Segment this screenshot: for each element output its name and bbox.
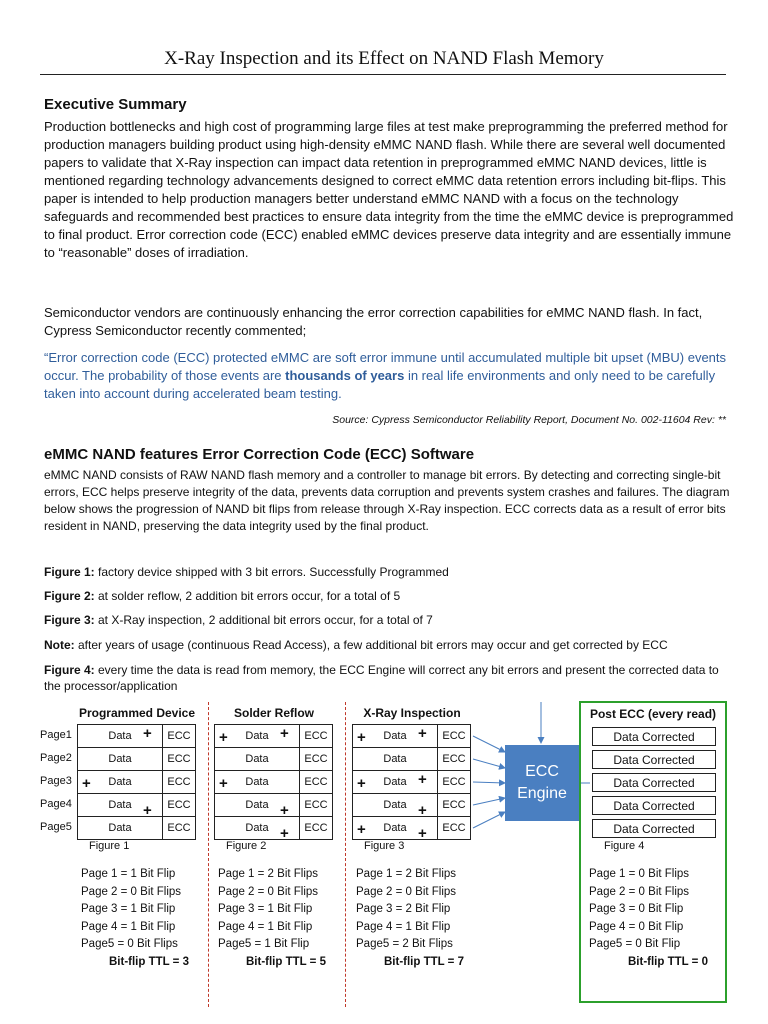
quote-bold: thousands of years bbox=[285, 368, 405, 383]
bit-flip-stat: Page 2 = 0 Bit Flips bbox=[81, 885, 182, 898]
data-cell: Data bbox=[352, 724, 438, 748]
bit-flip-plus-icon: + bbox=[280, 725, 289, 742]
bit-flip-plus-icon: + bbox=[219, 729, 228, 746]
bit-flip-plus-icon: + bbox=[280, 825, 289, 842]
bit-flip-plus-icon: + bbox=[280, 802, 289, 819]
bit-flip-stat: Page 1 = 1 Bit Flip bbox=[81, 868, 176, 880]
bit-flip-plus-icon: + bbox=[82, 775, 91, 792]
ecc-cell: ECC bbox=[162, 724, 196, 748]
data-cell: Data bbox=[352, 793, 438, 817]
note-text: after years of usage (continuous Read Access), a few additional bit errors may occur and get corrected by ECC bbox=[74, 638, 668, 652]
ecc-heading: eMMC NAND features Error Correction Code (ECC) Software bbox=[44, 446, 475, 463]
arrow-page3 bbox=[473, 782, 505, 783]
page-label-4: Page4 bbox=[40, 798, 72, 810]
bit-flip-stat: Page 4 = 1 Bit Flip bbox=[356, 920, 451, 933]
bit-flip-plus-icon: + bbox=[357, 775, 366, 792]
post-bit-flip-stat: Page 3 = 0 Bit Flip bbox=[589, 903, 684, 915]
bit-flip-stat: Page 4 = 1 Bit Flip bbox=[218, 920, 313, 933]
bit-flip-stat: Page 3 = 1 Bit Flip bbox=[218, 903, 313, 915]
figure-4-text: every time the data is read from memory, the ECC Engine will correct any bit errors and present the corrected data to the processor/application bbox=[44, 663, 719, 693]
page-label-2: Page2 bbox=[40, 752, 72, 764]
page-label-1: Page1 bbox=[40, 729, 72, 741]
data-corrected-cell: Data Corrected bbox=[592, 750, 716, 769]
quote-part-a: “Error correction code (ECC) protected eMMC are soft error immune until accumulated multiple bit upset (MBU) events occur. The probability of those events are bbox=[44, 350, 727, 383]
ecc-cell: ECC bbox=[162, 816, 196, 840]
bit-flip-stat: Page 2 = 0 Bit Flips bbox=[356, 885, 457, 898]
bit-flip-stat: Page 1 = 2 Bit Flips bbox=[218, 868, 319, 880]
ecc-cell: ECC bbox=[437, 793, 471, 817]
bit-flip-plus-icon: + bbox=[219, 775, 228, 792]
ecc-cell: ECC bbox=[162, 793, 196, 817]
ecc-cell: ECC bbox=[299, 770, 333, 794]
data-cell: Data bbox=[77, 793, 163, 817]
data-cell: Data bbox=[214, 724, 300, 748]
ecc-cell: ECC bbox=[437, 770, 471, 794]
figure-3-label: Figure 3: bbox=[44, 613, 95, 627]
ecc-cell: ECC bbox=[437, 724, 471, 748]
bit-flip-stat: Page 2 = 0 Bit Flips bbox=[218, 885, 319, 898]
bit-flip-stat: Page 3 = 1 Bit Flip bbox=[81, 903, 176, 915]
data-corrected-cell: Data Corrected bbox=[592, 727, 716, 746]
figure-caption-2: Figure 2 bbox=[226, 840, 267, 852]
bit-flip-plus-icon: + bbox=[357, 729, 366, 746]
bit-flip-stat: Page5 = 2 Bit Flips bbox=[356, 938, 453, 950]
data-cell: Data bbox=[214, 793, 300, 817]
arrow-page5 bbox=[473, 812, 505, 828]
arrow-page4 bbox=[473, 798, 505, 805]
ecc-cell: ECC bbox=[299, 816, 333, 840]
column-title-3: X-Ray Inspection bbox=[363, 706, 461, 720]
ecc-cell: ECC bbox=[299, 793, 333, 817]
figure-4-label: Figure 4: bbox=[44, 663, 95, 677]
data-cell: Data bbox=[352, 816, 438, 840]
column-title-2: Solder Reflow bbox=[233, 706, 314, 720]
data-cell: Data bbox=[352, 770, 438, 794]
bit-flip-stat: Page 4 = 1 Bit Flip bbox=[81, 920, 176, 933]
bit-flip-plus-icon: + bbox=[143, 725, 152, 742]
bit-flip-plus-icon: + bbox=[418, 825, 427, 842]
data-cell: Data bbox=[214, 747, 300, 771]
exec-paragraph-2: Semiconductor vendors are continuously enhancing the error correction capabilities for eMMC NAND flash. In fact, Cypress Semiconductor recently commented; bbox=[44, 305, 703, 338]
bit-flip-plus-icon: + bbox=[418, 802, 427, 819]
data-cell: Data bbox=[77, 747, 163, 771]
engine-label-1: ECC bbox=[525, 763, 559, 780]
data-cell: Data bbox=[77, 816, 163, 840]
bit-flip-stat: Page 3 = 2 Bit Flip bbox=[356, 903, 451, 915]
data-corrected-cell: Data Corrected bbox=[592, 819, 716, 838]
figure-2-text: at solder reflow, 2 addition bit errors occur, for a total of 5 bbox=[94, 589, 401, 603]
ecc-cell: ECC bbox=[437, 747, 471, 771]
post-bit-flip-stat: Page 2 = 0 Bit Flips bbox=[589, 885, 690, 898]
data-cell: Data bbox=[77, 770, 163, 794]
figure-caption-1: Figure 1 bbox=[89, 840, 130, 852]
bit-flip-plus-icon: + bbox=[143, 802, 152, 819]
bit-flip-plus-icon: + bbox=[418, 725, 427, 742]
bit-flip-stat: Page5 = 1 Bit Flip bbox=[218, 938, 310, 950]
figure-1-text: factory device shipped with 3 bit errors. Successfully Programmed bbox=[94, 565, 449, 579]
exec-paragraph-1: Production bottlenecks and high cost of programming large files at test make preprogramming the preferred method for production managers building product using high-density eMMC NAND flash. While there are several well documented papers to validate that X-Ray inspection can impact data retention in preprogrammed eMMC NAND devices, little is mentioned regarding technology advancements designed to correct eMMC data retention errors including bit-flips. This paper is intended to help production managers better understand eMMC NAND with a focus on the technology safeguards and recommended best practices to ensure data integrity from the time the eMMC device is preprogrammed to final product. Error correction code (ECC) enabled eMMC devices preserve data integrity and are essentially immune to “reasonable” doses of irradiation. bbox=[44, 119, 734, 260]
figure-1-label: Figure 1: bbox=[44, 565, 95, 579]
post-bit-flip-total: Bit-flip TTL = 0 bbox=[628, 955, 708, 968]
post-ecc-title: Post ECC (every read) bbox=[589, 707, 717, 721]
post-bit-flip-stat: Page 4 = 0 Bit Flip bbox=[589, 920, 684, 933]
ecc-cell: ECC bbox=[162, 747, 196, 771]
ecc-cell: ECC bbox=[299, 747, 333, 771]
bit-flip-stat: Page 1 = 2 Bit Flips bbox=[356, 868, 457, 880]
ecc-paragraph-1: eMMC NAND consists of RAW NAND flash memory and a controller to manage bit errors. By detecting and correcting single-bit errors, ECC helps preserve integrity of the data, prevents data corruption and prevents system crashes and failures. The diagram below shows the progression of NAND bit flips from release through X-Ray inspection. ECC corrects data as a result of error bits resident in NAND, preserving the data integrity used by the final product. bbox=[44, 468, 730, 533]
ecc-cell: ECC bbox=[162, 770, 196, 794]
bit-flip-total: Bit-flip TTL = 7 bbox=[384, 955, 464, 968]
post-bit-flip-stat: Page5 = 0 Bit Flip bbox=[589, 938, 681, 950]
arrow-page1 bbox=[473, 736, 505, 752]
figure-caption-4: Figure 4 bbox=[604, 840, 645, 852]
post-bit-flip-stat: Page 1 = 0 Bit Flips bbox=[589, 868, 690, 880]
page-label-3: Page3 bbox=[40, 775, 72, 787]
data-cell: Data bbox=[352, 747, 438, 771]
ecc-cell: ECC bbox=[299, 724, 333, 748]
column-title-1: Programmed Device bbox=[78, 706, 196, 720]
document-title: X-Ray Inspection and its Effect on NAND Flash Memory bbox=[164, 48, 604, 69]
post-ecc-box bbox=[579, 701, 727, 1003]
data-corrected-cell: Data Corrected bbox=[592, 796, 716, 815]
quote-part-b: in real life environments and only need to be carefully taken into account during accelerated beam testing. bbox=[44, 368, 716, 401]
data-corrected-cell: Data Corrected bbox=[592, 773, 716, 792]
data-cell: Data bbox=[214, 816, 300, 840]
figure-3-text: at X-Ray inspection, 2 additional bit errors occur, for a total of 7 bbox=[94, 613, 433, 627]
engine-label-2: Engine bbox=[517, 785, 567, 802]
page-label-5: Page5 bbox=[40, 821, 72, 833]
bit-flip-plus-icon: + bbox=[418, 771, 427, 788]
arrow-page2 bbox=[473, 759, 505, 768]
quote-source: Source: Cypress Semiconductor Reliability Report, Document No. 002-11604 Rev: ** bbox=[332, 414, 726, 426]
data-cell: Data bbox=[214, 770, 300, 794]
note-label: Note: bbox=[44, 638, 75, 652]
data-cell: Data bbox=[77, 724, 163, 748]
bit-flip-total: Bit-flip TTL = 3 bbox=[109, 955, 189, 968]
figure-2-label: Figure 2: bbox=[44, 589, 95, 603]
figure-caption-3: Figure 3 bbox=[364, 840, 405, 852]
ecc-cell: ECC bbox=[437, 816, 471, 840]
ecc-engine-box bbox=[505, 745, 579, 821]
bit-flip-total: Bit-flip TTL = 5 bbox=[246, 955, 326, 968]
bit-flip-stat: Page5 = 0 Bit Flips bbox=[81, 938, 178, 950]
bit-flip-plus-icon: + bbox=[357, 821, 366, 838]
executive-summary-heading: Executive Summary bbox=[44, 96, 187, 113]
